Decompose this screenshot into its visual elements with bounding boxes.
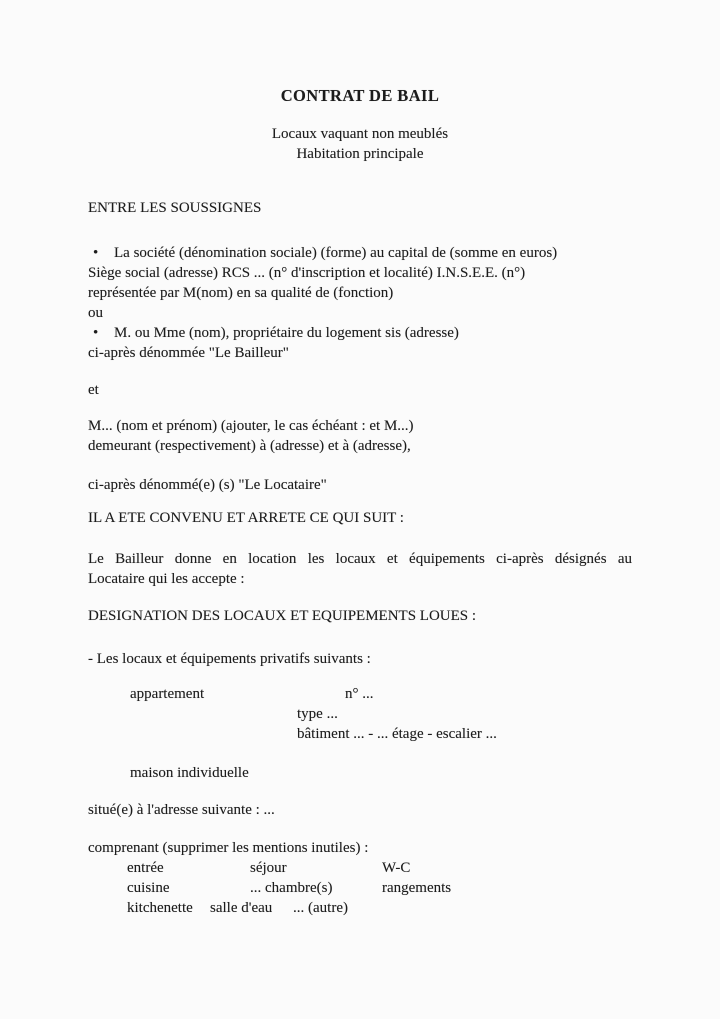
company-line-2: Siège social (adresse) RCS ... (n° d'inscription et localité) I.N.S.E.E. (n°): [88, 265, 526, 281]
or-word: ou: [88, 305, 103, 321]
room-autre: ... (autre): [293, 900, 348, 916]
bailleur-section: [88, 243, 632, 363]
room-kitchenette: kitchenette: [127, 900, 193, 916]
bailleur-named-line: ci-après dénommée "Le Bailleur": [88, 345, 289, 361]
comprising-line: comprenant (supprimer les mentions inutiles) :: [88, 840, 369, 856]
apartment-label: appartement: [130, 686, 205, 702]
address-line: situé(e) à l'adresse suivante : ...: [88, 802, 275, 818]
tenant-line-1: M... (nom et prénom) (ajouter, le cas échéant : et M...): [88, 418, 414, 434]
intro-line-2: Locataire qui les accepte :: [88, 571, 245, 587]
apartment-number-field: n° ...: [345, 686, 374, 702]
heading-parties: ENTRE LES SOUSSIGNES: [88, 200, 262, 216]
heading-agreement: IL A ETE CONVENU ET ARRETE CE QUI SUIT :: [88, 510, 404, 526]
apartment-building-field: bâtiment ... - ... étage - escalier ...: [297, 726, 497, 742]
heading-designation: DESIGNATION DES LOCAUX ET EQUIPEMENTS LOUES :: [88, 608, 477, 624]
room-wc: W-C: [382, 860, 411, 876]
room-chambres: ... chambre(s): [250, 880, 333, 896]
rooms-row-3: [88, 898, 632, 918]
room-entree: entrée: [127, 860, 164, 876]
house-label: maison individuelle: [130, 765, 249, 781]
room-sejour: séjour: [250, 860, 287, 876]
rooms-row-2: [88, 878, 632, 898]
room-cuisine: cuisine: [127, 880, 170, 896]
owner-line: M. ou Mme (nom), propriétaire du logement sis (adresse): [114, 325, 459, 341]
room-salle-eau: salle d'eau: [210, 900, 273, 916]
document-title: CONTRAT DE BAIL: [280, 86, 440, 105]
intro-paragraph: [88, 549, 632, 589]
rooms-row-1: [88, 858, 632, 878]
bullet-icon: •: [93, 245, 99, 261]
company-line-1: La société (dénomination sociale) (forme) au capital de (somme en euros): [114, 245, 558, 261]
room-rangements: rangements: [382, 880, 452, 896]
apartment-block: [88, 684, 632, 744]
bullet-icon: •: [93, 325, 99, 341]
subtitle-line-2: Habitation principale: [296, 146, 424, 162]
private-premises-line: - Les locaux et équipements privatifs suivants :: [88, 651, 371, 667]
tenant-line-2: demeurant (respectivement) à (adresse) et à (adresse),: [88, 438, 411, 454]
locataire-named-line: ci-après dénommé(e) (s) "Le Locataire": [88, 477, 327, 493]
intro-line-1: Le Bailleur donne en location les locaux et équipements ci-après désignés au: [88, 551, 632, 567]
company-line-3: représentée par M(nom) en sa qualité de (fonction): [88, 285, 394, 301]
document-subtitle: [88, 124, 632, 164]
company-bullet-line: [88, 243, 632, 263]
apartment-type-field: type ...: [297, 706, 338, 722]
locataire-section: [88, 416, 632, 456]
owner-bullet-line: [88, 323, 632, 343]
and-word: et: [88, 382, 99, 398]
subtitle-line-1: Locaux vaquant non meublés: [271, 126, 449, 142]
